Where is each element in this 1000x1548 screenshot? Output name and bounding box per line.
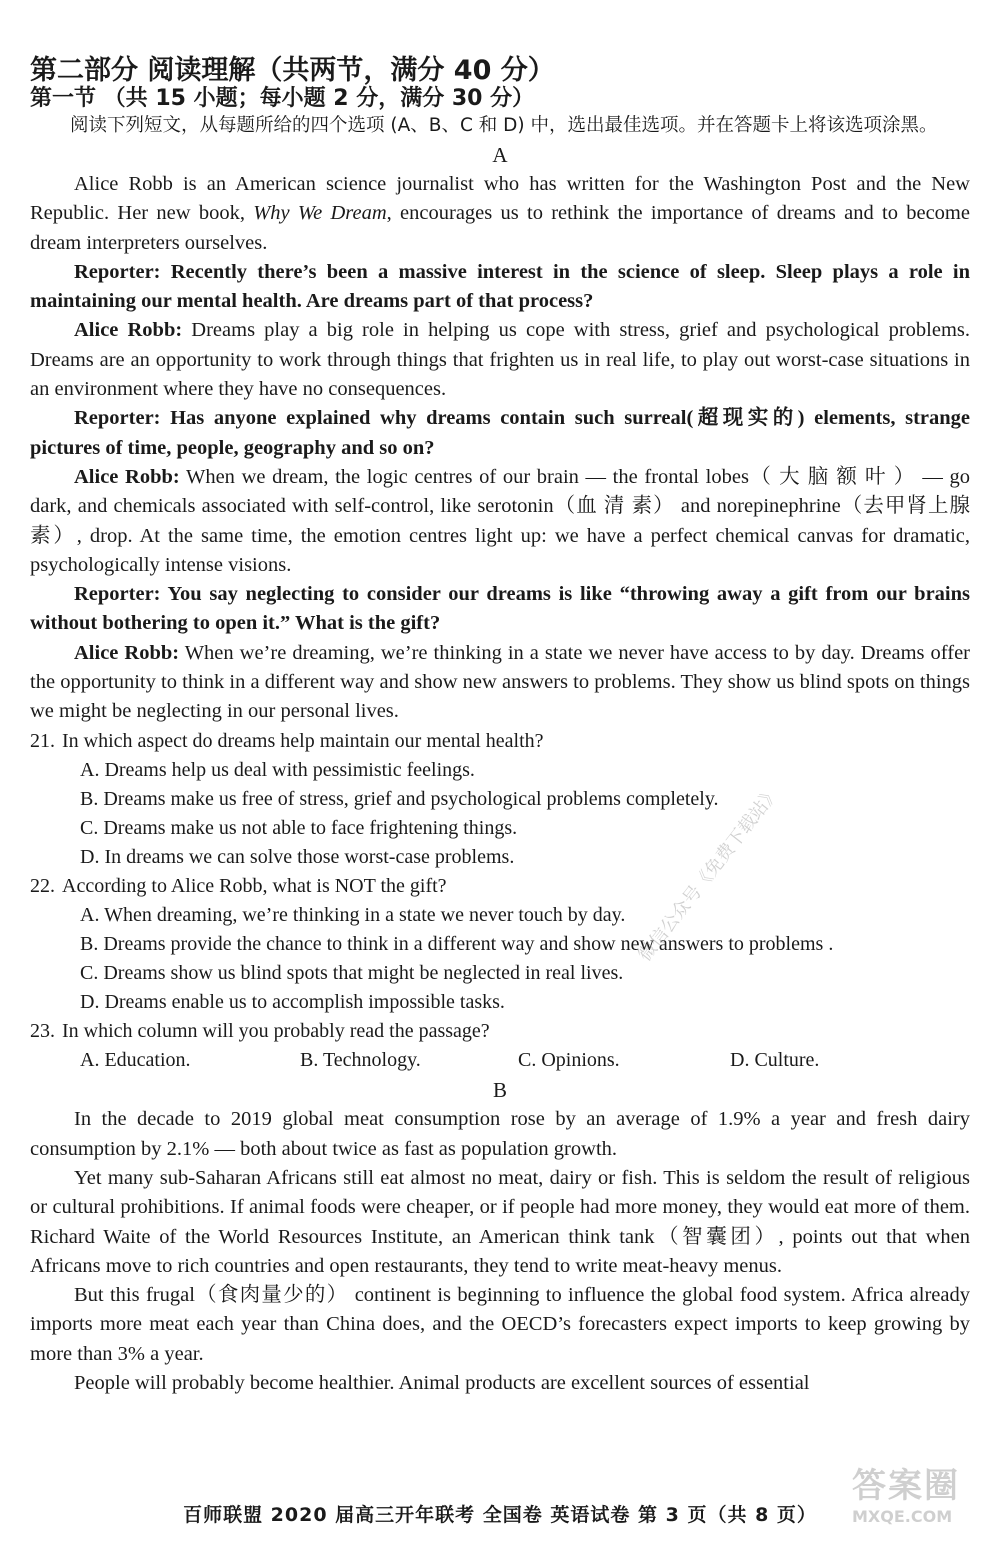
answer-text: Dreams play a big role in helping us cope with stress, grief and psychological problems. Dreams are an opportunity to work through things that frighten us in real life, to play out worst-case situations in an environment where they have no consequences. [30, 319, 971, 401]
book-title: Why We Dream [253, 202, 387, 225]
question-number: 21. [30, 729, 55, 752]
reporter-question-2 [30, 404, 970, 463]
reporter-text: Reporter: Has anyone explained why dreams contain such surreal(超现实的) elements, strange pictures of time, people, geography and so on? [30, 407, 970, 459]
option-c: C. Dreams make us not able to face frightening things. [80, 816, 518, 839]
robb-answer-1 [30, 316, 970, 404]
instructions: 阅读下列短文，从每题所给的四个选项 (A、B、C 和 D) 中，选出最佳选项。并在答题卡上将该选项涂黑。 [70, 115, 938, 136]
option-d: D. Culture. [730, 1049, 820, 1072]
question-text: According to Alice Robb, what is NOT the gift? [62, 875, 447, 898]
question-stem [30, 727, 970, 756]
option-b: B. Dreams provide the chance to think in a different way and show new answers to problems . [80, 933, 834, 956]
question-number: 23. [30, 1020, 55, 1043]
option-a: A. Dreams help us deal with pessimistic feelings. [80, 758, 475, 781]
speaker-label: Alice Robb: [74, 465, 180, 488]
passage-a-paragraph-1 [30, 170, 970, 258]
speaker-label: Alice Robb: [74, 319, 183, 342]
passage-b-paragraph-2: Yet many sub-Saharan Africans still eat almost no meat, dairy or fish. This is seldom the result of religious or cultural prohibitions. If animal foods were cheaper, or if people had more money, they would eat more of them. Richard Waite of the World Resources Institute, an American think tank（智囊团）, points out that when Africans move to rich countries and open restaurants, they tend to write meat-heavy menus. [30, 1166, 970, 1277]
reporter-question-3 [30, 580, 970, 639]
section-title: 第一节 （共 15 小题；每小题 2 分，满分 30 分） [30, 86, 535, 111]
para-text: Alice Robb is an American science journalist who has written for the Washington Post and the New Republic. Her new book, [30, 173, 970, 225]
passage-b-paragraph-4: People will probably become healthier. Animal products are excellent sources of essential [74, 1372, 810, 1395]
reporter-text: Reporter: You say neglecting to consider our dreams is like “throwing away a gift from our brains without bothering to open it.” What is the gift? [30, 583, 970, 635]
option-d: D. Dreams enable us to accomplish impossible tasks. [80, 991, 505, 1014]
option-d: D. In dreams we can solve those worst-case problems. [80, 845, 515, 868]
exam-page [30, 56, 970, 1398]
corner-watermark [852, 1458, 972, 1538]
passage-a-label: A [492, 143, 508, 167]
passage-b-paragraph-1: In the decade to 2019 global meat consumption rose by an average of 1.9% a year and fresh dairy consumption by 2.1% — both about twice as fast as population growth. [30, 1108, 970, 1160]
question-stem [30, 872, 970, 901]
para-text: , encourages us to rethink the importance of dreams and to become dream interpreters ourselves. [30, 202, 970, 254]
question-22 [30, 872, 970, 1017]
reporter-text: Reporter: Recently there’s been a massive interest in the science of sleep. Sleep plays a role in maintaining our mental health. Are dreams part of that process? [30, 260, 970, 313]
question-21 [30, 727, 970, 872]
question-stem [30, 1017, 970, 1046]
part-title: 第二部分 阅读理解（共两节，满分 40 分） [30, 55, 555, 86]
options-row [30, 1046, 970, 1075]
option-c: C. Dreams show us blind spots that might be neglected in real lives. [80, 962, 624, 985]
robb-answer-2 [30, 463, 970, 580]
passage-b-paragraph-3: But this frugal（食肉量少的） continent is beginning to influence the global food system. Africa already imports more meat each year than China does, and the OECD’s forecasters expect imports to keep growing by more than 3% a year. [30, 1284, 970, 1365]
question-text: In which aspect do dreams help maintain our mental health? [62, 729, 544, 752]
option-c: C. Opinions. [518, 1049, 620, 1072]
diagonal-watermark: 微信公众号《免费下载站》 [634, 782, 784, 966]
page-footer: 百师联盟 2020 届高三开年联考 全国卷 英语试卷 第 3 页（共 8 页） [183, 1504, 817, 1526]
speaker-label: Alice Robb: [74, 641, 180, 664]
answer-text: When we’re dreaming, we’re thinking in a state we never have access to by day. Dreams offer the opportunity to think in a different way and show new answers to problems. They show us blind spots on things we might be neglecting in our personal lives. [30, 641, 970, 723]
option-a: A. When dreaming, we’re thinking in a state we never touch by day. [80, 904, 626, 927]
question-23 [30, 1017, 970, 1075]
option-a: A. Education. [80, 1049, 191, 1072]
option-b: B. Technology. [300, 1049, 421, 1072]
passage-b-label: B [492, 1078, 507, 1103]
question-number: 22. [30, 875, 55, 898]
watermark-logo-text: 答案圈 [852, 1466, 960, 1506]
robb-answer-3 [30, 639, 970, 727]
answer-text: When we dream, the logic centres of our brain — the frontal lobes（ 大 脑 额 叶 ） — go dark, and chemicals associated with self-control, like serotonin（血 清 素） and norepinephrine（去甲肾上腺素）, drop. At the same time, the emotion centres light up: we have a perfect chemical canvas for dramatic, psychologically intense visions. [30, 465, 970, 576]
option-b: B. Dreams make us free of stress, grief and psychological problems completely. [80, 787, 719, 810]
watermark-url: MXQE.COM [852, 1507, 953, 1526]
question-text: In which column will you probably read the passage? [62, 1020, 490, 1043]
reporter-question-1 [30, 258, 970, 317]
